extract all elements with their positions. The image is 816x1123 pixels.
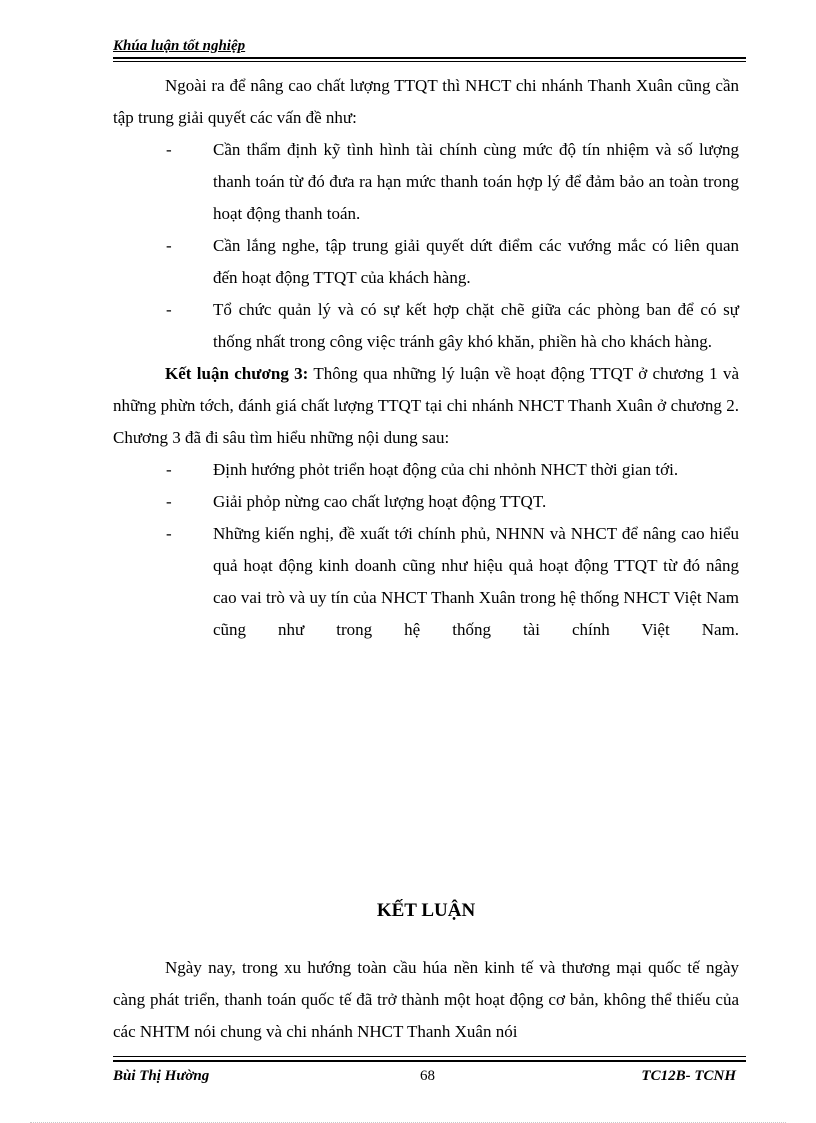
footer-class-code: TC12B- TCNH (641, 1068, 736, 1084)
bullet-mark: - (166, 460, 172, 479)
conclusion-label: Kết luận chương 3: (165, 364, 309, 383)
footer-author: Bùi Thị Hường (113, 1068, 210, 1084)
paragraph-intro: Ngoài ra để nâng cao chất lượng TTQT thì NHCT chi nhánh Thanh Xuân cũng cần tập trung giải quyết các vấn đề như: (113, 76, 739, 127)
footer-rule-thin (113, 1056, 746, 1057)
list-item (113, 134, 739, 230)
list-item (113, 294, 739, 358)
bullet-mark: - (166, 236, 172, 255)
conclusion-text: Thông qua những lý luận về hoạt động TTQT ở chương 1 và những phừn tớch, đánh giá chất lượng TTQT tại chi nhánh NHCT Thanh Xuân ở chương 2. Chương 3 đã đi sâu tìm hiểu những nội dung sau: (113, 364, 740, 447)
paragraph-closing: Ngày nay, trong xu hướng toàn cầu húa nền kinh tế và thương mại quốc tế ngày càng phát triển, thanh toán quốc tế đã trở thành một hoạt động cơ bản, không thể thiếu của các NHTM nói chung và chi nhánh NHCT Thanh Xuân nói (113, 958, 739, 1041)
bullet-text: Cần lắng nghe, tập trung giải quyết dứt điểm các vướng mắc có liên quan đến hoạt động TTQT của khách hàng. (213, 236, 739, 287)
bullet-mark: - (166, 492, 172, 511)
bullet-mark: - (166, 140, 172, 159)
bullet-text: Định hướng phỏt triển hoạt động của chi nhỏnh NHCT thời gian tới. (213, 460, 679, 479)
page-number: 68 (420, 1068, 435, 1084)
bullet-mark: - (166, 524, 172, 543)
page-content (113, 70, 739, 646)
list-item (113, 454, 739, 486)
bullet-mark: - (166, 300, 172, 319)
bullet-text: Những kiến nghị, đề xuất tới chính phủ, NHNN và NHCT để nâng cao hiểu quả hoạt động kinh doanh cũng như hiệu quả hoạt động TTQT từ đó nâng cao vai trò và uy tín của NHCT Thanh Xuân trong hệ thống NHCT Việt Nam cũng như trong hệ thống tài chính Việt Nam. (213, 524, 739, 639)
header-rule-thin (113, 61, 746, 62)
list-item (113, 486, 739, 518)
paragraph-conclusion (113, 358, 739, 454)
bullet-text: Giải phỏp nừng cao chất lượng hoạt động TTQT. (213, 492, 547, 511)
closing-section (113, 952, 739, 1048)
header-title: Khúa luận tốt nghiệp (113, 38, 246, 54)
list-item (113, 230, 739, 294)
bullet-text: Tổ chức quản lý và có sự kết hợp chặt chẽ giữa các phòng ban để có sự thống nhất trong công việc tránh gây khó khăn, phiền hà cho khách hàng. (213, 300, 739, 351)
bullet-text: Cần thẩm định kỹ tình hình tài chính cùng mức độ tín nhiệm và số lượng thanh toán từ đó đưa ra hạn mức thanh toán hợp lý để đảm bảo an toàn trong hoạt động thanh toán. (213, 140, 739, 223)
list-item (113, 518, 739, 646)
footer-rule (113, 1060, 746, 1062)
header-rule (113, 57, 746, 59)
section-heading: KẾT LUẬN (376, 900, 476, 921)
